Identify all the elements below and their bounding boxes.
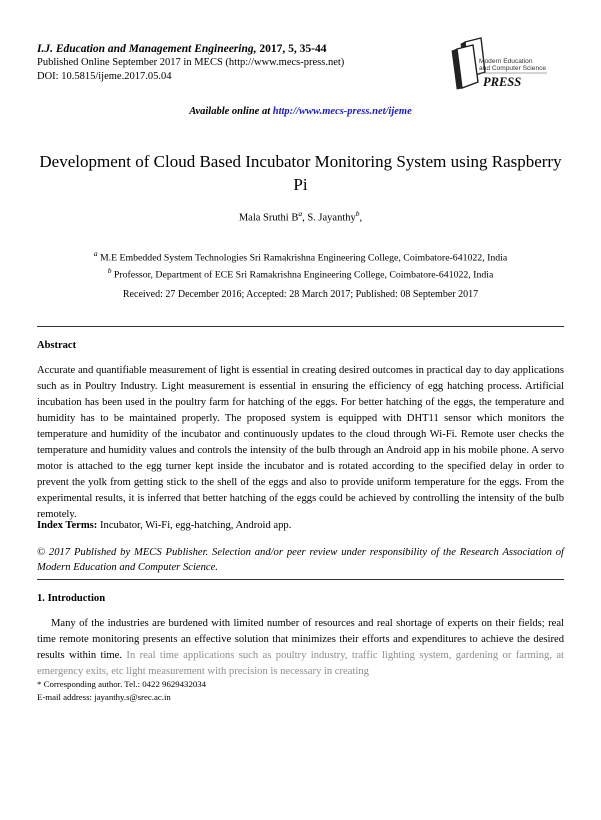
available-online-line	[37, 106, 564, 117]
divider-rule-top	[37, 326, 564, 327]
index-terms-text: Incubator, Wi-Fi, egg-hatching, Android app.	[97, 520, 292, 531]
corresponding-author-footnote	[37, 678, 564, 703]
available-online-prefix: Available online at	[189, 106, 273, 117]
paper-title: Development of Cloud Based Incubator Monitoring System using Raspberry Pi	[39, 152, 562, 194]
affiliations-block	[37, 247, 564, 282]
index-terms-line	[37, 520, 564, 531]
logo-text-line1: Modern Education	[479, 58, 533, 65]
author-separator: ,	[302, 212, 308, 224]
author-1-affiliation-mark: a	[298, 209, 303, 218]
author-2: S. Jayanthy	[307, 212, 356, 224]
introduction-text-faded: In real time applications such as poultry industry, traffic lighting system, gardening or farming, at emergency exits, etc light measurement with precision is necessary in creating	[37, 650, 565, 677]
footnote-tel-line: * Corresponding author. Tel.: 0422 9629432034	[37, 679, 207, 689]
logo-press-text: PRESS	[483, 75, 522, 89]
journal-name: I.J. Education and Management Engineering,	[37, 43, 257, 55]
affiliation-2	[37, 264, 564, 281]
journal-issue: 2017, 5, 35-44	[256, 43, 327, 55]
section-heading-introduction: 1. Introduction	[37, 593, 106, 604]
author-2-affiliation-mark: b	[355, 209, 360, 218]
doi-line: DOI: 10.5815/ijeme.2017.05.04	[37, 70, 172, 82]
affiliation-2-text: Professor, Department of ECE Sri Ramakrishna Engineering College, Coimbatore-641022, India	[111, 269, 494, 281]
affiliation-1-mark: a	[93, 249, 98, 258]
index-terms-label: Index Terms:	[37, 520, 98, 531]
abstract-body: Accurate and quantifiable measurement of light is essential in creating desired outcomes in practical day to day applications such as in Poultry Industry. Light measurement is essential in ensuring the efficiency of egg hatching process. Artificial incubation has been used in the poultry farm for hatching of the eggs. For better hatching of the eggs, the temperature and humidity has to be maintained properly. The proposed system is equipped with DHT11 sensor which monitors the temperature and humidity of the incubator and continuously updates to the cloud through Wi-Fi. Remote user checks the temperature and humidity values and controls the intensity of the bulb through an Android app in his mobile phone. A servo motor is attached to the egg turner kept inside the incubator and is rotated according to the specified delay in order to prevent the yolk from getting stick to the shell of the eggs and also to provide uniform temperature for the eggs. From the experimental results, it is inferred that better hatching of the eggs could be achieved by controlling the intensity of the bulb remotely.	[37, 365, 564, 520]
affiliation-1-text: M.E Embedded System Technologies Sri Ramakrishna Engineering College, Coimbatore-641022, India	[97, 252, 508, 264]
affiliation-2-mark: b	[107, 266, 112, 276]
mecs-press-logo	[443, 36, 553, 100]
introduction-paragraph	[37, 616, 564, 680]
introduction-text: Many of the industries are burdened with limited number of resources and real shortage of experts on their fields; real time remote monitoring presents an effective solution that minimizes their efforts and expenditures to achieve the desired results within time.	[37, 618, 564, 661]
received-accepted-published-line: Received: 27 December 2016; Accepted: 28 March 2017; Published: 08 September 2017	[122, 289, 479, 300]
authors-trailing-comma: ,	[359, 212, 363, 224]
authors-line	[37, 209, 564, 224]
journal-url-link[interactable]: http://www.mecs-press.net/ijeme	[272, 106, 412, 117]
author-1: Mala Sruthi B	[238, 212, 299, 224]
copyright-notice: © 2017 Published by MECS Publisher. Selection and/or peer review under responsibility of the Research Association of Modern Education and Computer Science.	[37, 547, 564, 573]
divider-rule-bottom	[37, 579, 564, 580]
published-online-line: Published Online September 2017 in MECS (http://www.mecs-press.net)	[37, 57, 345, 68]
affiliation-1	[37, 247, 564, 264]
press-books-icon	[443, 36, 553, 100]
footnote-email-line: E-mail address: jayanthy.s@srec.ac.in	[37, 691, 171, 702]
abstract-heading: Abstract	[37, 340, 77, 351]
logo-text-line2: and Computer Science	[479, 65, 547, 72]
